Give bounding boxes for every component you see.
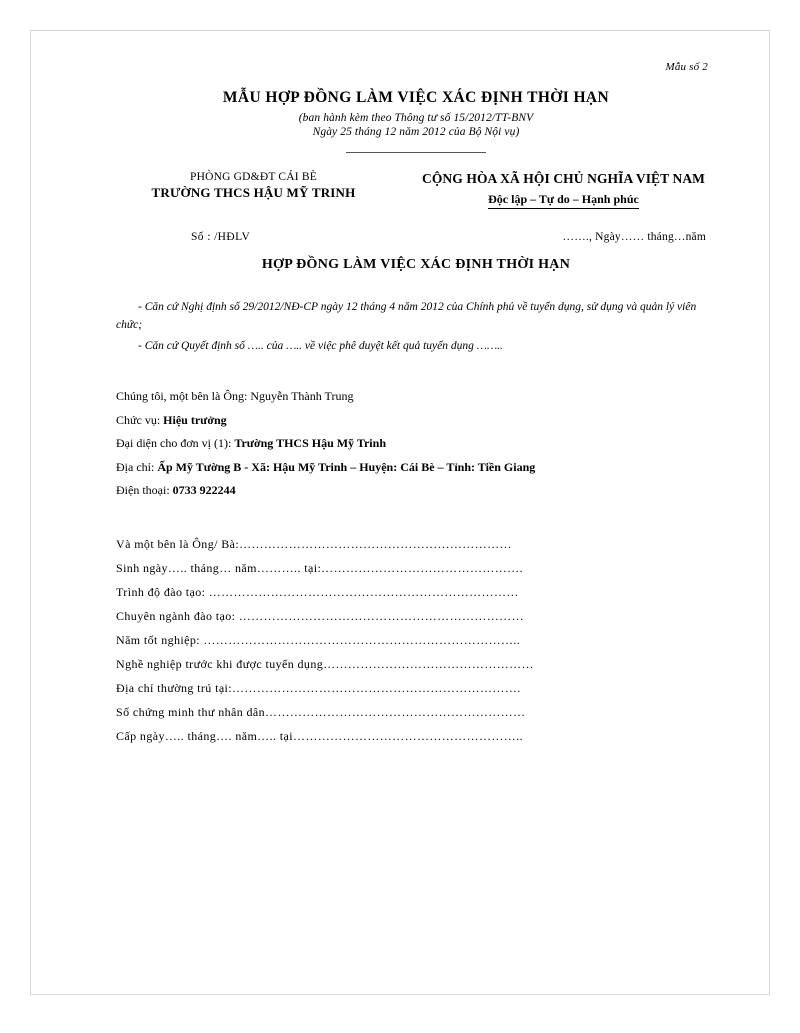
employee-field-major: Chuyên ngành đào tạo: …………………………………………………………… (116, 609, 524, 624)
legal-basis-item: - Căn cứ Quyết định số ….. của ….. về việc phê duyệt kết quả tuyển dụng …….. (138, 339, 503, 352)
school-name: TRƯỜNG THCS HẬU MỸ TRINH (151, 185, 356, 200)
employee-field-education-level: Trình độ đào tạo: ………………………………………………………………… (116, 585, 519, 600)
employee-field-residence: Địa chỉ thường trú tại:……………………………………………………………. (116, 681, 521, 696)
employee-field-id-number: Số chứng minh thư nhân dân……………………………………………………… (116, 705, 526, 720)
employer-phone-value: 0733 922244 (172, 483, 236, 497)
form-code: Mẫu số 2 (665, 61, 708, 73)
employer-address-value: Ấp Mỹ Tường B - Xã: Hậu Mỹ Trinh – Huyện: Cái Bè – Tỉnh: Tiền Giang (157, 459, 536, 474)
employer-phone-label: Điện thoại: (116, 483, 170, 497)
letterhead-right (411, 171, 716, 209)
page-sheet (30, 30, 770, 995)
document-subtitle-line-2: Ngày 25 tháng 12 năm 2012 của Bộ Nội vụ) (312, 126, 520, 138)
employer-name-value: Nguyễn Thành Trung (250, 389, 354, 404)
employer-unit-label: Đại diện cho đơn vị (1): (116, 436, 232, 451)
employee-field-id-issue: Cấp ngày….. tháng…. năm….. tại……………………………………………….. (116, 729, 523, 744)
employee-field-previous-job: Nghề nghiệp trước khi được tuyển dụng…………………………………………… (116, 657, 534, 672)
document-number: Số : /HĐLV (191, 231, 251, 243)
employee-fields-block (116, 532, 716, 748)
divider-rule (346, 152, 486, 153)
national-motto: Độc lập – Tự do – Hạnh phúc (488, 192, 639, 209)
employer-unit-value: Trường THCS Hậu Mỹ Trinh (234, 436, 386, 451)
employer-position-line (116, 409, 716, 432)
document-title: MẪU HỢP ĐỒNG LÀM VIỆC XÁC ĐỊNH THỜI HẠN (222, 89, 610, 106)
document-content (116, 61, 716, 748)
employer-position-label: Chức vụ: (116, 412, 161, 427)
employer-position-value: Hiệu trưởng (163, 412, 227, 427)
number-and-date-row (116, 231, 716, 243)
employer-address-label: Địa chỉ: (116, 459, 155, 474)
contract-title: HỢP ĐỒNG LÀM VIỆC XÁC ĐỊNH THỜI HẠN (261, 257, 571, 272)
legal-basis-block (116, 299, 716, 355)
employer-name-line (116, 385, 716, 408)
document-subtitle-line-1: (ban hành kèm theo Thông tư số 15/2012/TT-BNV (298, 112, 534, 124)
employee-field-birthdate: Sinh ngày….. tháng… năm……….. tại:…………………………………………. (116, 561, 523, 576)
letterhead-left (116, 171, 391, 201)
letterhead (116, 171, 716, 209)
employee-field-graduation-year: Năm tốt nghiệp: ………………………………………………………………….. (116, 633, 521, 648)
employee-field-name: Và một bên là Ông/ Bà:………………………………………………………… (116, 537, 512, 552)
employer-name-label: Chúng tôi, một bên là Ông: (116, 389, 248, 404)
employer-phone-line (116, 479, 716, 502)
employer-block (116, 385, 716, 502)
employer-unit-line (116, 432, 716, 455)
legal-basis-item: - Căn cứ Nghị định số 29/2012/NĐ-CP ngày 12 tháng 4 năm 2012 của Chính phủ về tuyển dụng, sử dụng và quản lý viên chức; (116, 301, 697, 331)
employer-address-line (116, 456, 716, 479)
department-name: PHÒNG GD&ĐT CÁI BÈ (189, 171, 318, 183)
national-title: CỘNG HÒA XÃ HỘI CHỦ NGHĨA VIỆT NAM (421, 171, 706, 186)
document-date: ……., Ngày…… tháng…năm (562, 231, 706, 243)
